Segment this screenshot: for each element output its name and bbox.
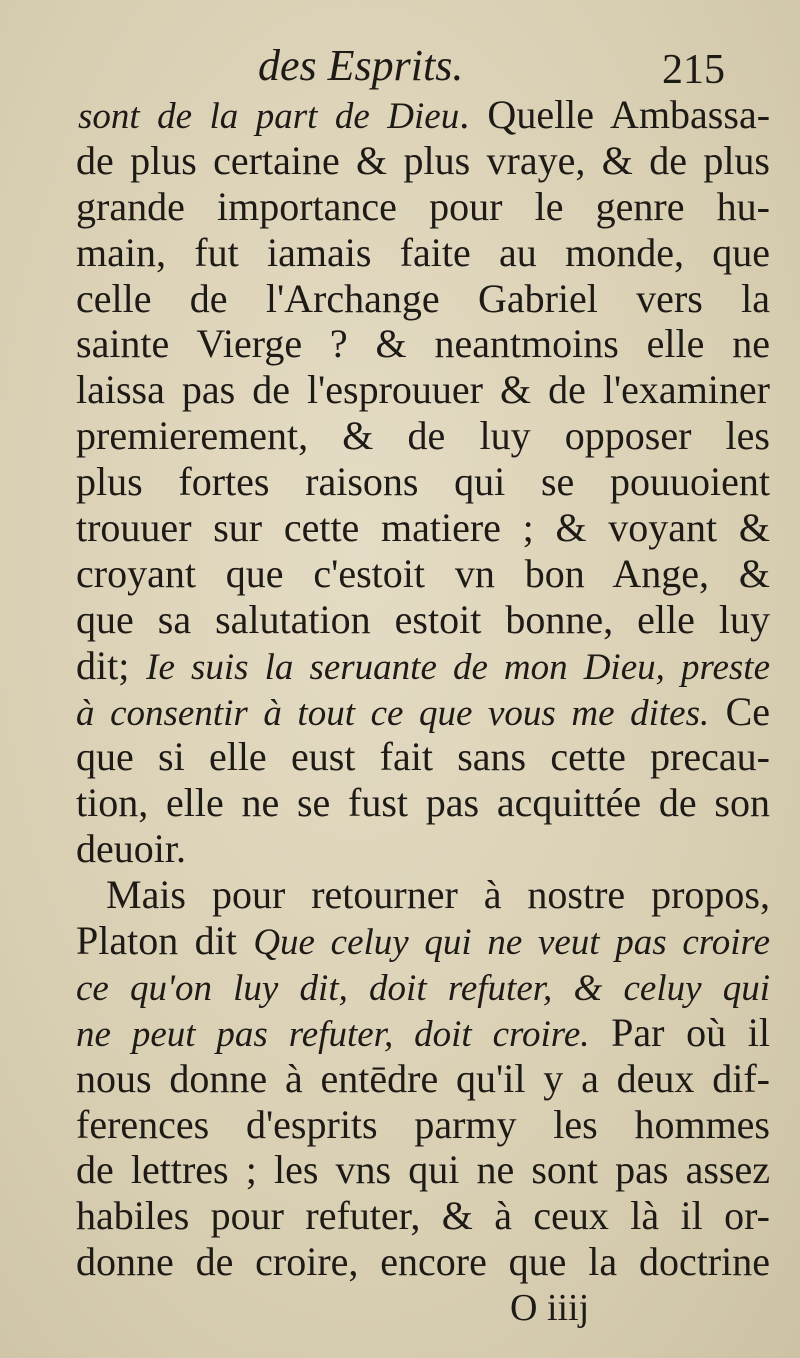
text-line: [76, 92, 770, 138]
text-line: de plus certaine & plus vraye, & de plus: [76, 137, 770, 183]
text-run: Platon dit: [76, 918, 254, 964]
text-run: Ce: [709, 688, 771, 734]
text-line: nous donne à entēdre qu'il y a deux dif-: [76, 1055, 770, 1101]
text-run: . Quelle Ambassa-: [459, 92, 771, 137]
page-number: 215: [662, 47, 725, 93]
italic-run: Ie suis la seruante de mon Dieu, preste: [146, 646, 770, 688]
text-line: [76, 643, 770, 689]
text-line: de lettres ; les vns qui ne sont pas assez: [76, 1147, 770, 1193]
text-line: trouuer sur cette matiere ; & voyant &: [76, 505, 770, 551]
text-line: [76, 964, 770, 1010]
text-line: habiles pour refuter, & à ceux là il or-: [76, 1193, 770, 1239]
italic-run: ne peut pas refuter, doit croire.: [76, 1013, 590, 1055]
text-line: deuoir.: [76, 826, 186, 872]
body-text: [76, 92, 770, 1285]
text-run: dit;: [76, 642, 147, 688]
text-line: [76, 918, 770, 964]
text-line: que sa salutation estoit bonne, elle luy: [76, 596, 770, 642]
italic-run: ce qu'on luy dit, doit refuter, & celuy qui: [76, 967, 770, 1009]
text-run: Par où il: [589, 1009, 770, 1055]
running-title: des Esprits.: [258, 41, 464, 90]
text-line: [76, 1010, 770, 1056]
page-header: [0, 38, 800, 98]
text-line: grande importance pour le genre hu-: [76, 183, 770, 229]
text-line: main, fut iamais faite au monde, que: [76, 229, 770, 275]
text-line: Mais pour retourner à nostre propos,: [106, 872, 770, 918]
text-line: que si elle eust fait sans cette precau-: [76, 734, 770, 780]
catchword: O iiij: [510, 1287, 590, 1329]
text-line: plus fortes raisons qui se pouuoient: [76, 459, 770, 505]
text-line: tion, elle ne se fust pas acquittée de son: [76, 780, 770, 826]
text-line: celle de l'Archange Gabriel vers la: [76, 275, 770, 321]
text-line: [76, 689, 770, 735]
text-line: premierement, & de luy opposer les: [76, 413, 770, 459]
text-line: croyant que c'estoit vn bon Ange, &: [76, 550, 770, 596]
italic-run: Que celuy qui ne veut pas croire: [253, 922, 771, 964]
text-line: laissa pas de l'esprouuer & de l'examiner: [76, 367, 770, 413]
text-line: donne de croire, encore que la doctrine: [76, 1239, 770, 1285]
italic-run: sont de la part de Dieu: [78, 96, 460, 137]
text-line: sainte Vierge ? & neantmoins elle ne: [76, 321, 770, 367]
italic-run: à consentir à tout ce que vous me dites.: [76, 692, 710, 734]
text-line: ferences d'esprits parmy les hommes: [76, 1101, 770, 1147]
